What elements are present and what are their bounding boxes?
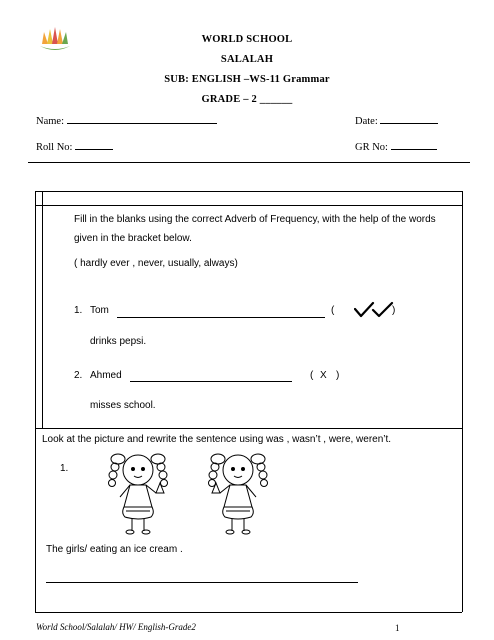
roll-field[interactable] <box>36 140 113 153</box>
date-label: Date: <box>355 116 378 127</box>
table-inner-column <box>42 191 43 428</box>
section1-instruction: Fill in the blanks using the correct Adverb of Frequency, with the help of the words given in the bracket below. <box>74 214 436 244</box>
section1-options: ( hardly ever , never, usually, always) <box>74 258 238 269</box>
section2-item-number: 1. <box>60 463 69 474</box>
gr-field[interactable] <box>355 140 437 153</box>
double-check-icon <box>354 300 396 320</box>
item1-paren-close: ) <box>392 305 396 316</box>
footer-text: World School/Salalah/ HW/ English-Grade2 <box>36 622 196 632</box>
name-blank[interactable] <box>67 114 217 124</box>
date-field[interactable] <box>355 114 438 127</box>
item2-number: 2. <box>74 370 83 381</box>
section2-sentence: The girls/ eating an ice cream . <box>46 544 183 555</box>
gr-label: GR No: <box>355 142 388 153</box>
school-city: SALALAH <box>220 54 274 65</box>
table-left-border <box>35 191 36 612</box>
grade-line: GRADE – 2 ______ <box>201 94 293 105</box>
item2-symbol-x: X <box>320 370 327 381</box>
name-label: Name: <box>36 116 64 127</box>
table-bottom-border <box>35 612 462 613</box>
item2-subject: Ahmed <box>90 370 122 381</box>
header-divider <box>28 162 470 163</box>
subject-line: SUB: ENGLISH –WS-11 Grammar <box>164 74 330 85</box>
section2-instruction: Look at the picture and rewrite the sentence using was , wasn’t , were, weren’t. <box>42 434 392 445</box>
item1-rest: drinks pepsi. <box>90 336 147 347</box>
item2-blank[interactable] <box>130 381 292 382</box>
roll-label: Roll No: <box>36 142 73 153</box>
school-name: WORLD SCHOOL <box>201 34 293 45</box>
section2-answer-line[interactable] <box>46 582 358 583</box>
roll-blank[interactable] <box>75 140 113 150</box>
item1-paren-open: ( <box>331 305 335 316</box>
date-blank[interactable] <box>380 114 438 124</box>
name-field[interactable] <box>36 114 217 127</box>
item2-paren-open: ( <box>310 370 314 381</box>
item2-paren-close: ) <box>336 370 340 381</box>
table-header-row-border <box>35 205 462 206</box>
girls-with-ice-cream-illustration <box>90 445 290 535</box>
page-number: 1 <box>395 623 400 633</box>
item2-rest: misses school. <box>90 400 156 411</box>
item1-subject: Tom <box>90 305 109 316</box>
table-row-divider <box>35 428 462 429</box>
table-top-border <box>35 191 462 192</box>
gr-blank[interactable] <box>391 140 437 150</box>
item1-number: 1. <box>74 305 83 316</box>
table-right-border <box>462 191 463 612</box>
item1-blank[interactable] <box>117 317 325 318</box>
